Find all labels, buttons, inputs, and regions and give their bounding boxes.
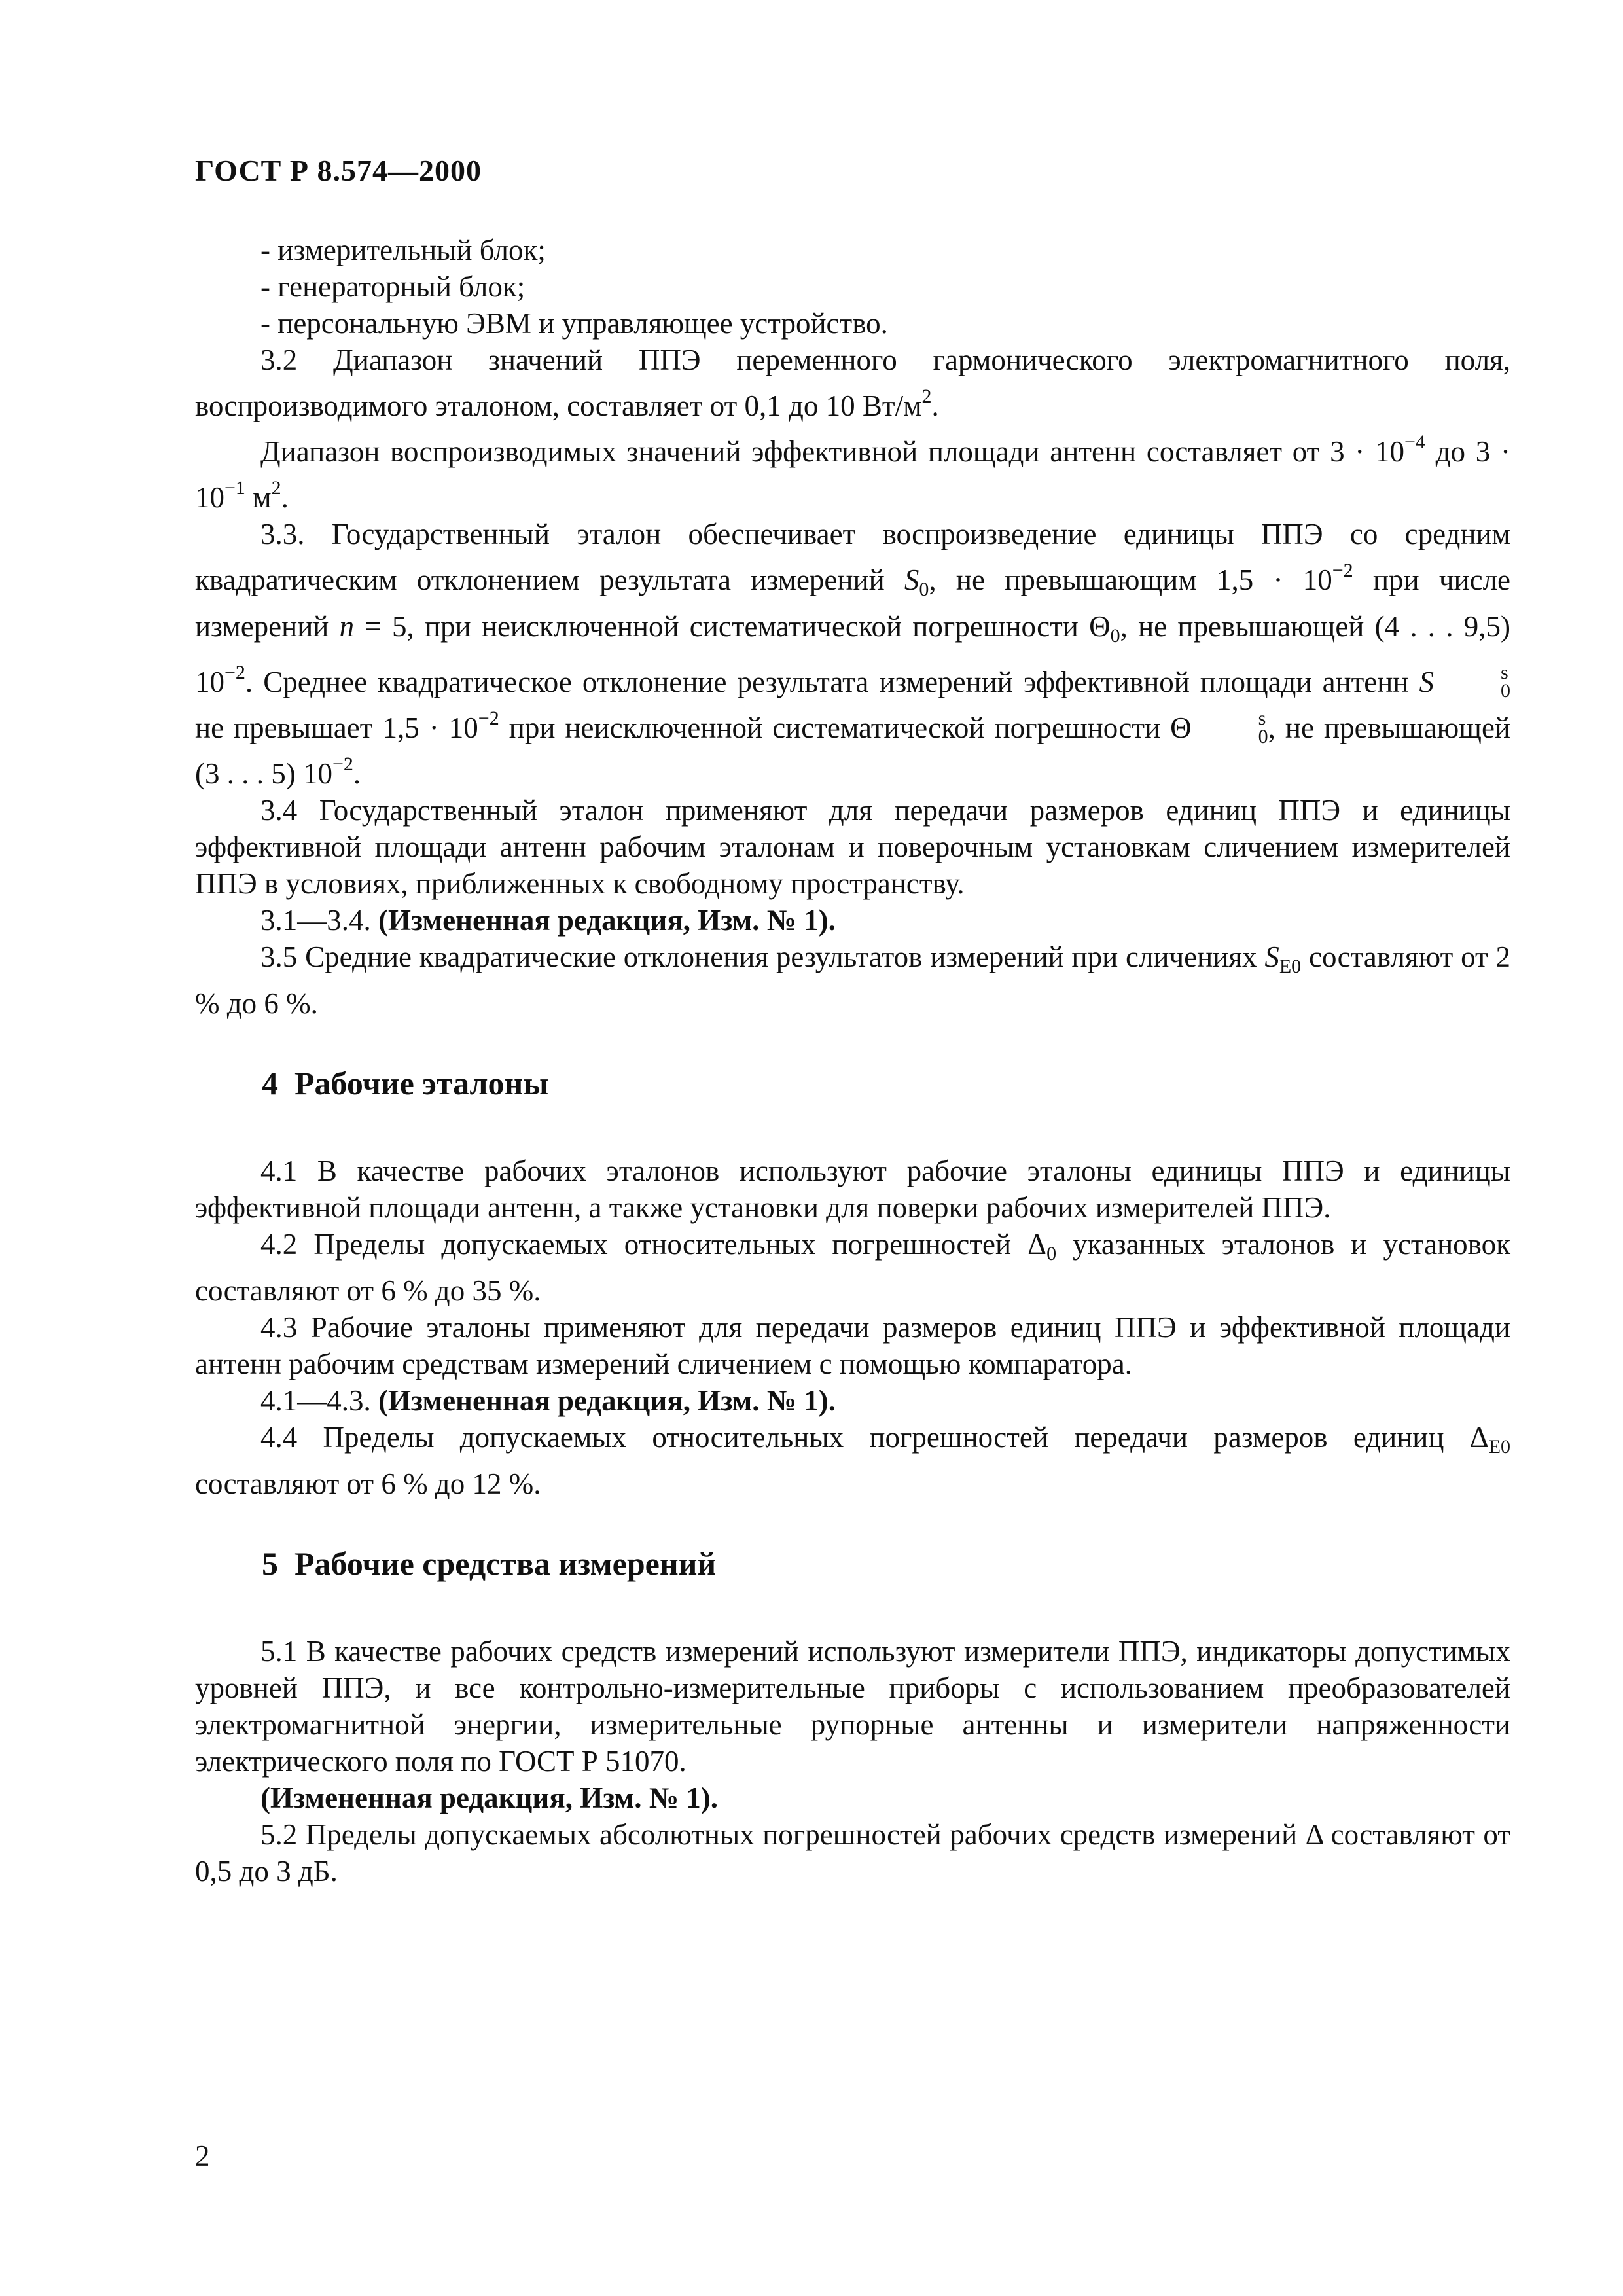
clause-number: 5.1 bbox=[260, 1635, 298, 1668]
paragraph-4-2: 4.2 Пределы допускаемых относительных погрешностей $\Delta_0$ указанных эталонов и установок составляют от 6 % до 35 %. bbox=[195, 1228, 1510, 1307]
document-code-header: ГОСТ Р 8.574—2000 bbox=[195, 154, 482, 187]
document-body bbox=[195, 232, 1510, 1890]
section-heading-5: 5 Рабочие средства измерений bbox=[262, 1545, 717, 1582]
clause-number: 4.3 bbox=[260, 1311, 298, 1344]
paragraph-3-3: 3.3. Государственный эталон обеспечивает воспроизведение единицы ППЭ со средним квадратическим отклонением результата измерений $S_0$, не превышающим $1,5 \cdot 10^{-2}$ при числе измерений n = 5, при неисключенной систематической погрешности $\Theta_0$, не превышающей (4 . . . 9,5) $10^{-2}$. Среднее квадратическое отклонение результата измерений эффективной площади антенн S s 0 не превышает $1,5 \cdot 10^{-2}$ при неисключенной систематической погрешности Θ s 0 , не превышающей (3 . . . 5) $10^{-2}$. bbox=[195, 518, 1511, 790]
clause-number: 3.4 bbox=[260, 794, 298, 827]
clause-number: 3.5 bbox=[260, 941, 298, 973]
paragraph-3-5: 3.5 Средние квадратические отклонения результатов измерений при сличениях $S_{E0}$ составляют от 2 % до 6 %. bbox=[195, 941, 1510, 1020]
paragraph-4-3: 4.3 Рабочие эталоны применяют для передачи размеров единиц ППЭ и эффективной площади антенн рабочим средствам измерений сличением с помощью компаратора. bbox=[195, 1311, 1511, 1380]
paragraph-3-2-antenna-range: Диапазон воспроизводимых значений эффективной площади антенн составляет от $3 \cdot 10^{-4}$ до $3 \cdot 10^{-1}$ $м^2$. bbox=[195, 431, 1510, 514]
clause-number: 4.1 bbox=[260, 1155, 298, 1187]
clause-number: 5.2 bbox=[260, 1818, 298, 1851]
amendment-note-5: (Измененная редакция, Изм. № 1). bbox=[260, 1782, 719, 1814]
paragraph-5-1: 5.1 В качестве рабочих средств измерений используют измерители ППЭ, индикаторы допустимых уровней ППЭ, и все контрольно-измерительные приборы с использованием преобразователей электромагнитной энергии, измерительные рупорные антенны и измерители напряженности электрического поля по ГОСТ Р 51070. bbox=[195, 1635, 1511, 1778]
sup-sub-stack: s 0 bbox=[1501, 662, 1510, 702]
amendment-note-4: 4.1—4.3. (Измененная редакция, Изм. № 1). bbox=[260, 1384, 836, 1417]
clause-number: 3.2 bbox=[260, 344, 298, 376]
amendment-note-3: 3.1—3.4. (Измененная редакция, Изм. № 1). bbox=[260, 904, 836, 937]
paragraph-4-4: 4.4 Пределы допускаемых относительных погрешностей передачи размеров единиц $\Delta_{E0}$ составляют от 6 % до 12 %. bbox=[195, 1421, 1511, 1500]
section-heading-4: 4 Рабочие эталоны bbox=[262, 1065, 549, 1102]
paragraph-3-4: 3.4 Государственный эталон применяют для передачи размеров единиц ППЭ и единицы эффективной площади антенн рабочим эталонам и поверочным установкам сличением измерителей ППЭ в условиях, приближенных к свободному пространству. bbox=[195, 794, 1511, 900]
sup-sub-stack: s 0 bbox=[1258, 708, 1268, 747]
clause-number: 4.4 bbox=[260, 1421, 298, 1454]
list-item: - генераторный блок; bbox=[260, 270, 526, 303]
paragraph-5-2: 5.2 Пределы допускаемых абсолютных погрешностей рабочих средств измерений Δ составляют от 0,5 до 3 дБ. bbox=[195, 1818, 1511, 1888]
clause-number: 3.3. bbox=[260, 518, 305, 550]
list-item: - персональную ЭВМ и управляющее устройство. bbox=[260, 307, 888, 340]
page-number: 2 bbox=[195, 2140, 210, 2172]
list-item: - измерительный блок; bbox=[260, 234, 546, 266]
paragraph-4-1: 4.1 В качестве рабочих эталонов используют рабочие эталоны единицы ППЭ и единицы эффективной площади антенн, а также установки для поверки рабочих измерителей ППЭ. bbox=[195, 1155, 1510, 1224]
clause-number: 4.2 bbox=[260, 1228, 298, 1261]
paragraph-3-2: 3.2 Диапазон значений ППЭ переменного гармонического электромагнитного поля, воспроизводимого эталоном, составляет от 0,1 до 10 $Вт/м^2$. bbox=[195, 344, 1510, 422]
